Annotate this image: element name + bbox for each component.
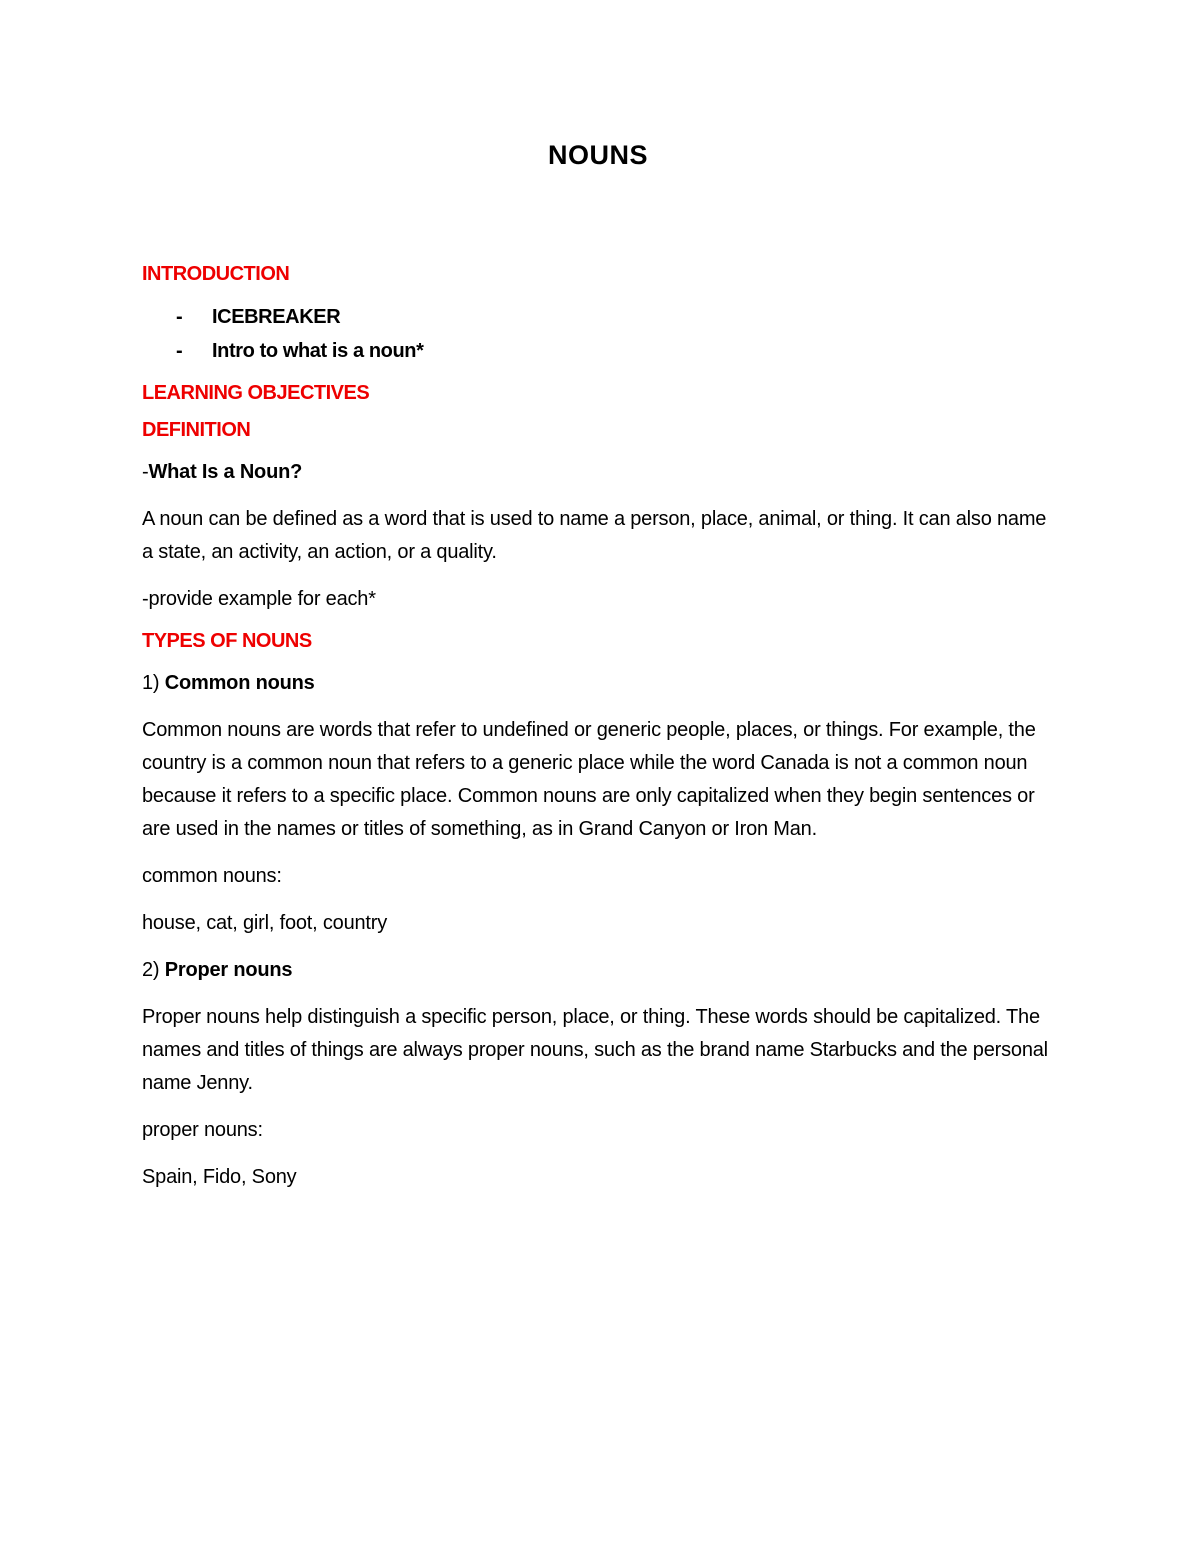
list-item-text: Intro to what is a noun*: [212, 340, 424, 362]
list-item-text: ICEBREAKER: [212, 306, 341, 328]
types-heading: TYPES OF NOUNS: [142, 630, 312, 652]
common-label: Common nouns: [164, 672, 315, 694]
definition-heading: DEFINITION: [142, 419, 251, 441]
list-item: [142, 334, 1058, 368]
introduction-heading: INTRODUCTION: [142, 263, 290, 285]
common-examples-label: common nouns:: [142, 865, 282, 887]
question-prefix: -: [142, 461, 149, 483]
proper-nouns-heading: [142, 954, 1058, 987]
dash-bullet: -: [176, 306, 183, 328]
learning-objectives-heading: LEARNING OBJECTIVES: [142, 382, 370, 404]
definition-question: [142, 456, 1058, 489]
dash-bullet: -: [176, 340, 183, 362]
common-examples: house, cat, girl, foot, country: [142, 912, 388, 934]
common-nouns-text: Common nouns are words that refer to undefined or generic people, places, or things. For example, the country is a common noun that refers to a generic place while the word Canada is not a common noun because it refers to a specific place. Common nouns are only capitalized when they begin sentences or are used in the names or titles of something, as in Grand Canyon or Iron Man.: [142, 719, 1036, 840]
proper-number: 2): [142, 959, 160, 981]
common-nouns-heading: [142, 667, 1058, 700]
definition-text: A noun can be defined as a word that is used to name a person, place, animal, or thing. It can also name a state, an activity, an action, or a quality.: [142, 508, 1047, 563]
question-text: What Is a Noun?: [148, 461, 303, 483]
list-item: [142, 300, 1058, 334]
introduction-list: [142, 300, 1058, 368]
definition-note: -provide example for each*: [142, 588, 376, 610]
proper-examples-label: proper nouns:: [142, 1119, 263, 1141]
proper-examples: Spain, Fido, Sony: [142, 1166, 297, 1188]
page-title: NOUNS: [547, 140, 648, 170]
proper-label: Proper nouns: [164, 959, 293, 981]
document-body: [142, 140, 1058, 1194]
common-number: 1): [142, 672, 160, 694]
proper-nouns-text: Proper nouns help distinguish a specific person, place, or thing. These words should be capitalized. The names and titles of things are always proper nouns, such as the brand name Starbucks and the personal name Jenny.: [142, 1006, 1048, 1094]
